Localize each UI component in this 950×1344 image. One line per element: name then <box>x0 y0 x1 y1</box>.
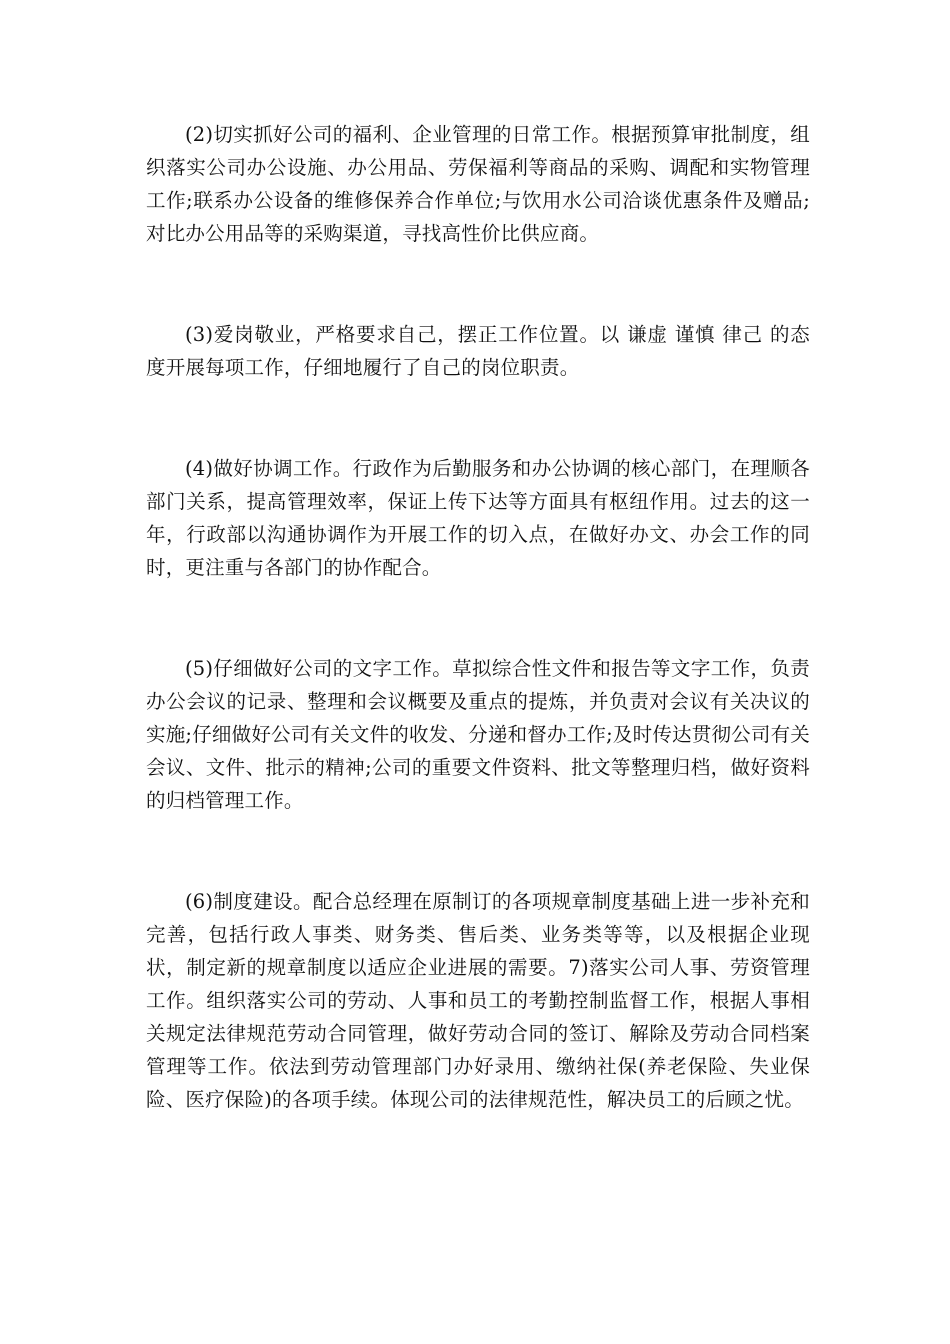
paragraph-welfare-management: (2)切实抓好公司的福利、企业管理的日常工作。根据预算审批制度，组织落实公司办公设施、办公用品、劳保福利等商品的采购、调配和实物管理工作;联系办公设备的维修保养合作单位;与饮用水公司洽谈优惠条件及赠品;对比办公用品等的采购渠道，寻找高性价比供应商。 <box>146 123 810 245</box>
paragraph-dedication: (3)爱岗敬业，严格要求自己，摆正工作位置。以 谦虚 谨慎 律己 的态度开展每项工作，仔细地履行了自己的岗位职责。 <box>146 323 810 379</box>
paragraph-coordination: (4)做好协调工作。行政作为后勤服务和办公协调的核心部门，在理顺各部门关系，提高管理效率，保证上传下达等方面具有枢纽作用。过去的这一年，行政部以沟通协调作为开展工作的切入点，在做好办文、办会工作的同时，更注重与各部门的协作配合。 <box>146 457 810 579</box>
paragraph-writing-work: (5)仔细做好公司的文字工作。草拟综合性文件和报告等文字工作，负责办公会议的记录、整理和会议概要及重点的提炼，并负责对会议有关决议的实施;仔细做好公司有关文件的收发、分递和督办工作;及时传达贯彻公司有关会议、文件、批示的精神;公司的重要文件资料、批文等整理归档，做好资料的归档管理工作。 <box>146 657 810 812</box>
document-page <box>146 118 810 1116</box>
paragraph-system-building: (6)制度建设。配合总经理在原制订的各项规章制度基础上进一步补充和完善，包括行政人事类、财务类、售后类、业务类等等，以及根据企业现状，制定新的规章制度以适应企业进展的需要。7)落实公司人事、劳资管理工作。组织落实公司的劳动、人事和员工的考勤控制监督工作，根据人事相关规定法律规范劳动合同管理，做好劳动合同的签订、解除及劳动合同档案管理等工作。依法到劳动管理部门办好录用、缴纳社保(养老保险、失业保险、医疗保险)的各项手续。体现公司的法律规范性，解决员工的后顾之忧。 <box>146 890 810 1111</box>
